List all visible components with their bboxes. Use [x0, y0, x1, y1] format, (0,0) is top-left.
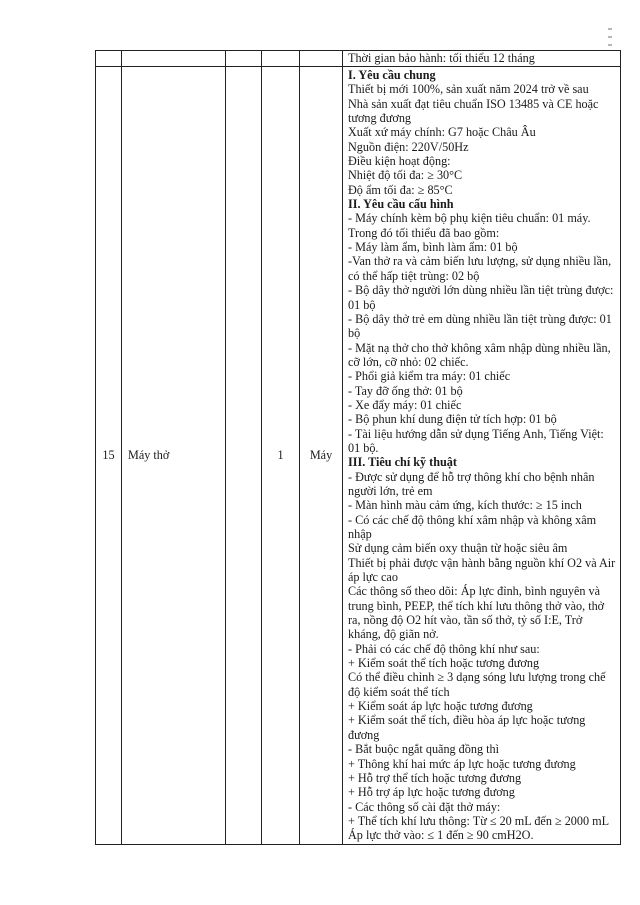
spec-line: - Mặt nạ thở cho thở không xâm nhập dùng nhiều lần, cỡ lớn, cỡ nhỏ: 02 chiếc. [348, 340, 611, 369]
spec-line: + Kiểm soát thể tích hoặc tương đương [348, 656, 540, 671]
section-heading: I. Yêu cầu chung [348, 68, 436, 82]
spec-line: + Thông khí hai mức áp lực hoặc tương đương [348, 756, 576, 771]
cell-quantity: 1 [262, 67, 300, 845]
cell-index: 15 [96, 67, 122, 845]
spec-line: - Có các chế độ thông khí xâm nhập và không xâm nhập [348, 512, 597, 541]
spec-line: - Các thông số cài đặt thở máy: [348, 799, 501, 814]
spec-line: - Xe đẩy máy: 01 chiếc [348, 397, 462, 412]
cell-empty [262, 51, 300, 67]
spec-line: Trong đó tối thiểu đã bao gồm: [348, 225, 500, 240]
spec-line: + Thể tích khí lưu thông: Từ ≤ 20 mL đến ≥ 2000 mL [348, 813, 610, 828]
spec-line: Nhà sản xuất đạt tiêu chuẩn ISO 13485 và CE hoặc tương đương [348, 96, 599, 126]
cell-empty [96, 51, 122, 67]
equipment-spec-table [95, 50, 621, 845]
section-heading: III. Tiêu chí kỹ thuật [348, 455, 457, 470]
spec-line: + Hỗ trợ thể tích hoặc tương đương [348, 770, 522, 785]
cell-empty [226, 51, 262, 67]
spec-line: Nguồn điện: 220V/50Hz [348, 139, 469, 154]
spec-line: - Phổi giả kiểm tra máy: 01 chiếc [348, 369, 511, 384]
spec-line: - Phải có các chế độ thông khí như sau: [348, 641, 540, 656]
spec-line: -Van thở ra và cảm biến lưu lượng, sử dụng nhiều lần, có thể hấp tiệt trùng: 02 bộ [348, 254, 612, 283]
table-row [96, 67, 621, 845]
continuation-row [96, 51, 621, 67]
spec-line: Điều kiện hoạt động: [348, 154, 451, 169]
spec-line: - Bộ phun khí dung điện tử tích hợp: 01 bộ [348, 412, 557, 427]
cell-unit: Máy [300, 67, 343, 845]
cell-empty [122, 51, 226, 67]
spec-line: + Hỗ trợ áp lực hoặc tương đương [348, 785, 515, 800]
spec-line: - Máy chính kèm bộ phụ kiện tiêu chuẩn: 01 máy. [348, 211, 591, 226]
margin-mark [608, 36, 612, 38]
spec-line: - Bộ dây thở trẻ em dùng nhiều lần tiệt trùng được: 01 bộ [348, 311, 612, 341]
spec-line: + Kiểm soát áp lực hoặc tương đương [348, 699, 533, 714]
spec-line: Có thể điều chỉnh ≥ 3 dạng sóng lưu lượng trong chế độ kiểm soát thể tích [348, 670, 606, 699]
spec-line: Sử dụng cảm biến oxy thuận từ hoặc siêu âm [348, 541, 568, 556]
cell-warranty [343, 51, 621, 67]
cell-specification [343, 67, 621, 845]
warranty-text: Thời gian bảo hành: tối thiểu 12 tháng [348, 51, 535, 65]
spec-line: - Bắt buộc ngắt quãng đồng thì [348, 742, 499, 757]
spec-line: - Tay đỡ ống thở: 01 bộ [348, 383, 463, 398]
spec-line: Áp lực thở vào: ≤ 1 đến ≥ 90 cmH2O. [348, 828, 534, 843]
spec-line: Xuất xứ máy chính: G7 hoặc Châu Âu [348, 125, 536, 140]
spec-line: Nhiệt độ tối đa: ≥ 30°C [348, 168, 463, 183]
spec-line: + Kiểm soát thể tích, điều hòa áp lực hoặc tương đương [348, 713, 586, 742]
spec-line: Thiết bị mới 100%, sản xuất năm 2024 trở về sau [348, 82, 589, 97]
spec-line: Độ ẩm tối đa: ≥ 85°C [348, 182, 453, 197]
cell-item-name: Máy thở [122, 67, 226, 845]
spec-line: Các thông số theo dõi: Áp lực đỉnh, bình nguyên và trung bình, PEEP, thể tích khí lưu thông thở vào, thở ra, nồng độ O2 hít vào, tần số thở, tỷ số I:E, Trở kháng, độ giãn nở. [348, 584, 605, 642]
spec-line: - Bộ dây thở người lớn dùng nhiều lần tiệt trùng được: 01 bộ [348, 283, 614, 312]
cell-empty [226, 67, 262, 845]
spec-line: Thiết bị phải được vận hành bằng nguồn khí O2 và Air áp lực cao [348, 555, 616, 585]
cell-empty [300, 51, 343, 67]
spec-line: - Tài liệu hướng dẫn sử dụng Tiếng Anh, Tiếng Việt: 01 bộ. [348, 426, 604, 455]
spec-line: - Máy làm ẩm, bình làm ẩm: 01 bộ [348, 240, 518, 255]
margin-mark [608, 28, 612, 30]
spec-line: - Màn hình màu cảm ứng, kích thước: ≥ 15 inch [348, 498, 582, 513]
margin-mark [608, 44, 612, 46]
section-heading: II. Yêu cầu cấu hình [348, 197, 454, 212]
spec-line: - Được sử dụng để hỗ trợ thông khí cho bệnh nhân người lớn, trẻ em [348, 469, 595, 498]
